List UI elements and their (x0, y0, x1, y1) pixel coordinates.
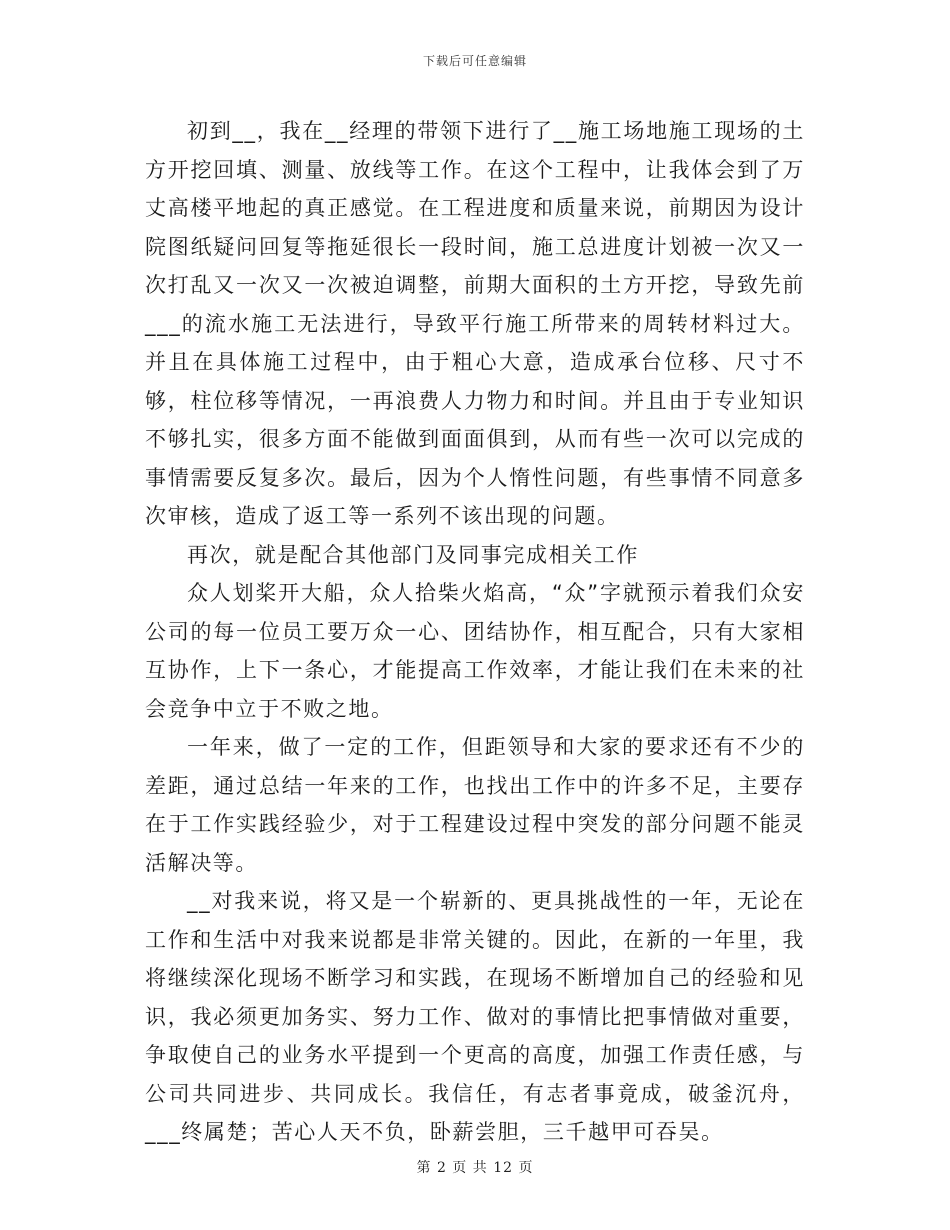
paragraph-5: __对我来说，将又是一个崭新的、更具挑战性的一年，无论在工作和生活中对我来说都是非常关键的。因此，在新的一年里，我将继续深化现场不断学习和实践，在现场不断增加自己的经验和见识，我必须更加务实、努力工作、做对的事情比把事情做对重要，争取使自己的业务水平提到一个更高的高度，加强工作责任感，与公司共同进步、共同成长。我信任，有志者事竟成，破釜沉舟，___终属楚；苦心人天不负，卧薪尝胆，三千越甲可吞吴。 (145, 889, 805, 1144)
paragraph-2: 再次，就是配合其他部门及同事完成相关工作 (187, 542, 639, 567)
page-number-footer: 第 2 页 共 12 页 (416, 1160, 534, 1176)
page-header-note: 下载后可任意编辑 (422, 54, 527, 68)
paragraph-1: 初到__，我在__经理的带领下进行了__施工场地施工现场的土方开挖回填、测量、放线等工作。在这个工程中，让我体会到了万丈高楼平地起的真正感觉。在工程进度和质量来说，前期因为设计院图纸疑问回复等拖延很长一段时间，施工总进度计划被一次又一次打乱又一次又一次被迫调整，前期大面积的土方开挖，导致先前___的流水施工无法进行，导致平行施工所带来的周转材料过大。并且在具体施工过程中，由于粗心大意，造成承台位移、尺寸不够，柱位移等情况，一再浪费人力物力和时间。并且由于专业知识不够扎实，很多方面不能做到面面俱到，从而有些一次可以完成的事情需要反复多次。最后，因为个人惰性问题，有些事情不同意多次审核，造成了返工等一系列不该出现的问题。 (145, 119, 805, 528)
document-body (145, 112, 805, 1152)
paragraph-3: 众人划桨开大船，众人拾柴火焰高，“众”字就预示着我们众安公司的每一位员工要万众一心、团结协作，相互配合，只有大家相互协作，上下一条心，才能提高工作效率，才能让我们在未来的社会竞争中立于不败之地。 (145, 581, 805, 721)
paragraph-4: 一年来，做了一定的工作，但距领导和大家的要求还有不少的差距，通过总结一年来的工作，也找出工作中的许多不足，主要存在于工作实践经验少，对于工程建设过程中突发的部分问题不能灵活解决等。 (145, 735, 805, 875)
